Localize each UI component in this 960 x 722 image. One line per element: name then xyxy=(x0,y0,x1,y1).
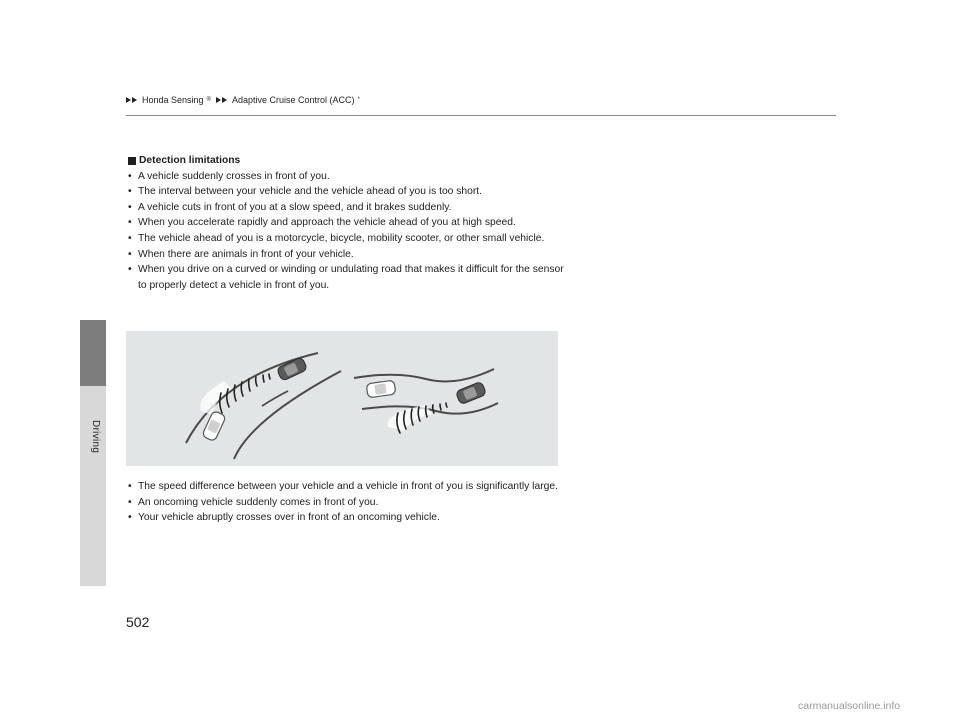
detection-illustration xyxy=(126,331,558,466)
watermark: carmanualsonline.info xyxy=(798,700,901,712)
additional-limitations-section xyxy=(128,479,568,526)
chapter-tab-marker xyxy=(80,320,106,386)
list-item: • When there are animals in front of your vehicle. xyxy=(128,247,568,263)
breadcrumb xyxy=(126,95,360,105)
registered-mark: ® xyxy=(206,97,211,103)
list-item: • The vehicle ahead of you is a motorcycle, bicycle, mobility scooter, or other small vehicle. xyxy=(128,231,568,247)
list-item: • The speed difference between your vehicle and a vehicle in front of you is significantly large. xyxy=(128,479,568,495)
section-heading-text: Detection limitations xyxy=(139,155,241,166)
road-illustration-svg xyxy=(126,331,558,466)
list-item: • When you accelerate rapidly and approach the vehicle ahead of you at high speed. xyxy=(128,215,568,231)
breadcrumb-item: Adaptive Cruise Control (ACC) xyxy=(231,95,355,105)
list-item: • The interval between your vehicle and the vehicle ahead of you is too short. xyxy=(128,184,568,200)
breadcrumb-arrow-icon xyxy=(126,97,137,103)
list-item: • An oncoming vehicle suddenly comes in front of you. xyxy=(128,495,568,511)
heading-square-icon xyxy=(128,157,136,165)
list-item: • A vehicle suddenly crosses in front of you. xyxy=(128,169,568,185)
list-item: • Your vehicle abruptly crosses over in front of an oncoming vehicle. xyxy=(128,510,568,526)
list-item: • When you drive on a curved or winding or undulating road that makes it difficult for the sensor to properly detect a vehicle in front of you. xyxy=(128,262,568,293)
chapter-label: Driving xyxy=(90,420,101,454)
limitations-list xyxy=(128,169,568,294)
breadcrumb-item: Honda Sensing xyxy=(142,95,204,105)
chapter-tab xyxy=(80,386,106,586)
list-item: • A vehicle cuts in front of you at a slow speed, and it brakes suddenly. xyxy=(128,200,568,216)
section-heading xyxy=(128,153,568,169)
limitations-list-2 xyxy=(128,479,568,526)
footnote-mark: * xyxy=(357,97,360,103)
breadcrumb-arrow-icon xyxy=(216,97,227,103)
detection-limitations-section xyxy=(128,153,568,293)
header-rule xyxy=(126,115,836,116)
page-number: 502 xyxy=(126,614,150,630)
